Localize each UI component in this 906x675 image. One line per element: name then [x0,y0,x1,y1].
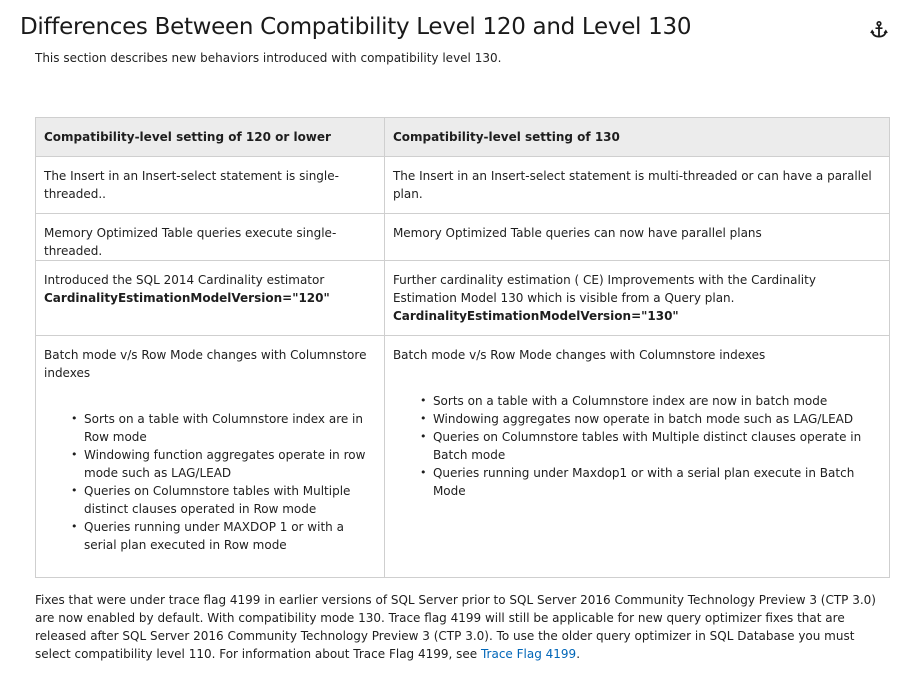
table-cell [36,261,385,336]
table-row [36,261,890,336]
list-item: • Windowing aggregates now operate in batch mode such as LAG/LEAD [433,410,883,428]
cell-text: The Insert in an Insert-select statement is single-threaded.. [44,169,339,201]
column-header-120: Compatibility-level setting of 120 or lower [36,118,385,157]
cell-text: Introduced the SQL 2014 Cardinality estimator [44,273,325,287]
table-cell [384,157,889,214]
cell-text: Further cardinality estimation ( CE) Improvements with the Cardinality Estimation Model 130 which is visible from a Query plan. [392,273,816,305]
list-item: • Sorts on a table with a Columnstore index are now in batch mode [433,392,883,410]
table-cell [384,214,889,261]
list-item: • Sorts on a table with Columnstore index are in Row mode [84,410,378,446]
list-item: • Queries running under Maxdop1 or with a serial plan execute in Batch Mode [433,464,883,500]
paragraph-text: Fixes that were under trace flag 4199 in earlier versions of SQL Server prior to SQL Server 2016 Community Technology Preview 3 (CTP 3.0) are now enabled by default. With compatibility mode 130. Trace flag 4199 will still be applicable for new query optimizer fixes that are released after SQL Server 2016 Community Technology Preview 3 (CTP 3.0). To use the older query optimizer in SQL Database you must select compatibility level 110. For information about Trace Flag 4199, see [35,593,876,661]
anchor-icon[interactable] [869,20,889,40]
list-item: • Queries running under MAXDOP 1 or with a serial plan executed in Row mode [84,518,378,554]
paragraph-end: . [576,647,581,661]
cell-text: Memory Optimized Table queries can now have parallel plans [392,226,762,240]
table-row [36,157,890,214]
table-cell [384,261,889,336]
trace-flag-4199-link[interactable]: Trace Flag 4199 [480,647,577,661]
ce-model-version-130: CardinalityEstimationModelVersion="130" [392,309,679,323]
column-header-130: Compatibility-level setting of 130 [384,118,889,157]
comparison-table [35,117,890,578]
page-title: Differences Between Compatibility Level 120 and Level 130 [20,14,692,40]
cell-text: The Insert in an Insert-select statement is multi-threaded or can have a parallel plan. [392,169,872,201]
table-row [36,214,890,261]
list-item: • Windowing function aggregates operate in row mode such as LAG/LEAD [84,446,378,482]
bullet-list-120 [44,410,378,554]
list-item: • Queries on Columnstore tables with Multiple distinct clauses operated in Row mode [84,482,378,518]
section-intro: This section describes new behaviors introduced with compatibility level 130. [35,51,502,65]
table-row [36,336,890,578]
bullet-list-130 [393,392,883,500]
table-cell [36,214,385,261]
table-cell [384,336,889,578]
ce-model-version-120: CardinalityEstimationModelVersion="120" [44,291,330,305]
table-cell [36,336,385,578]
table-header-row [36,118,890,157]
cell-text: Batch mode v/s Row Mode changes with Columnstore indexes [44,348,367,380]
list-item: • Queries on Columnstore tables with Multiple distinct clauses operate in Batch mode [433,428,883,464]
table-cell [36,157,385,214]
cell-text: Memory Optimized Table queries execute single-threaded. [44,226,337,258]
cell-text: Batch mode v/s Row Mode changes with Columnstore indexes [392,348,766,362]
trace-flag-paragraph [35,591,885,663]
